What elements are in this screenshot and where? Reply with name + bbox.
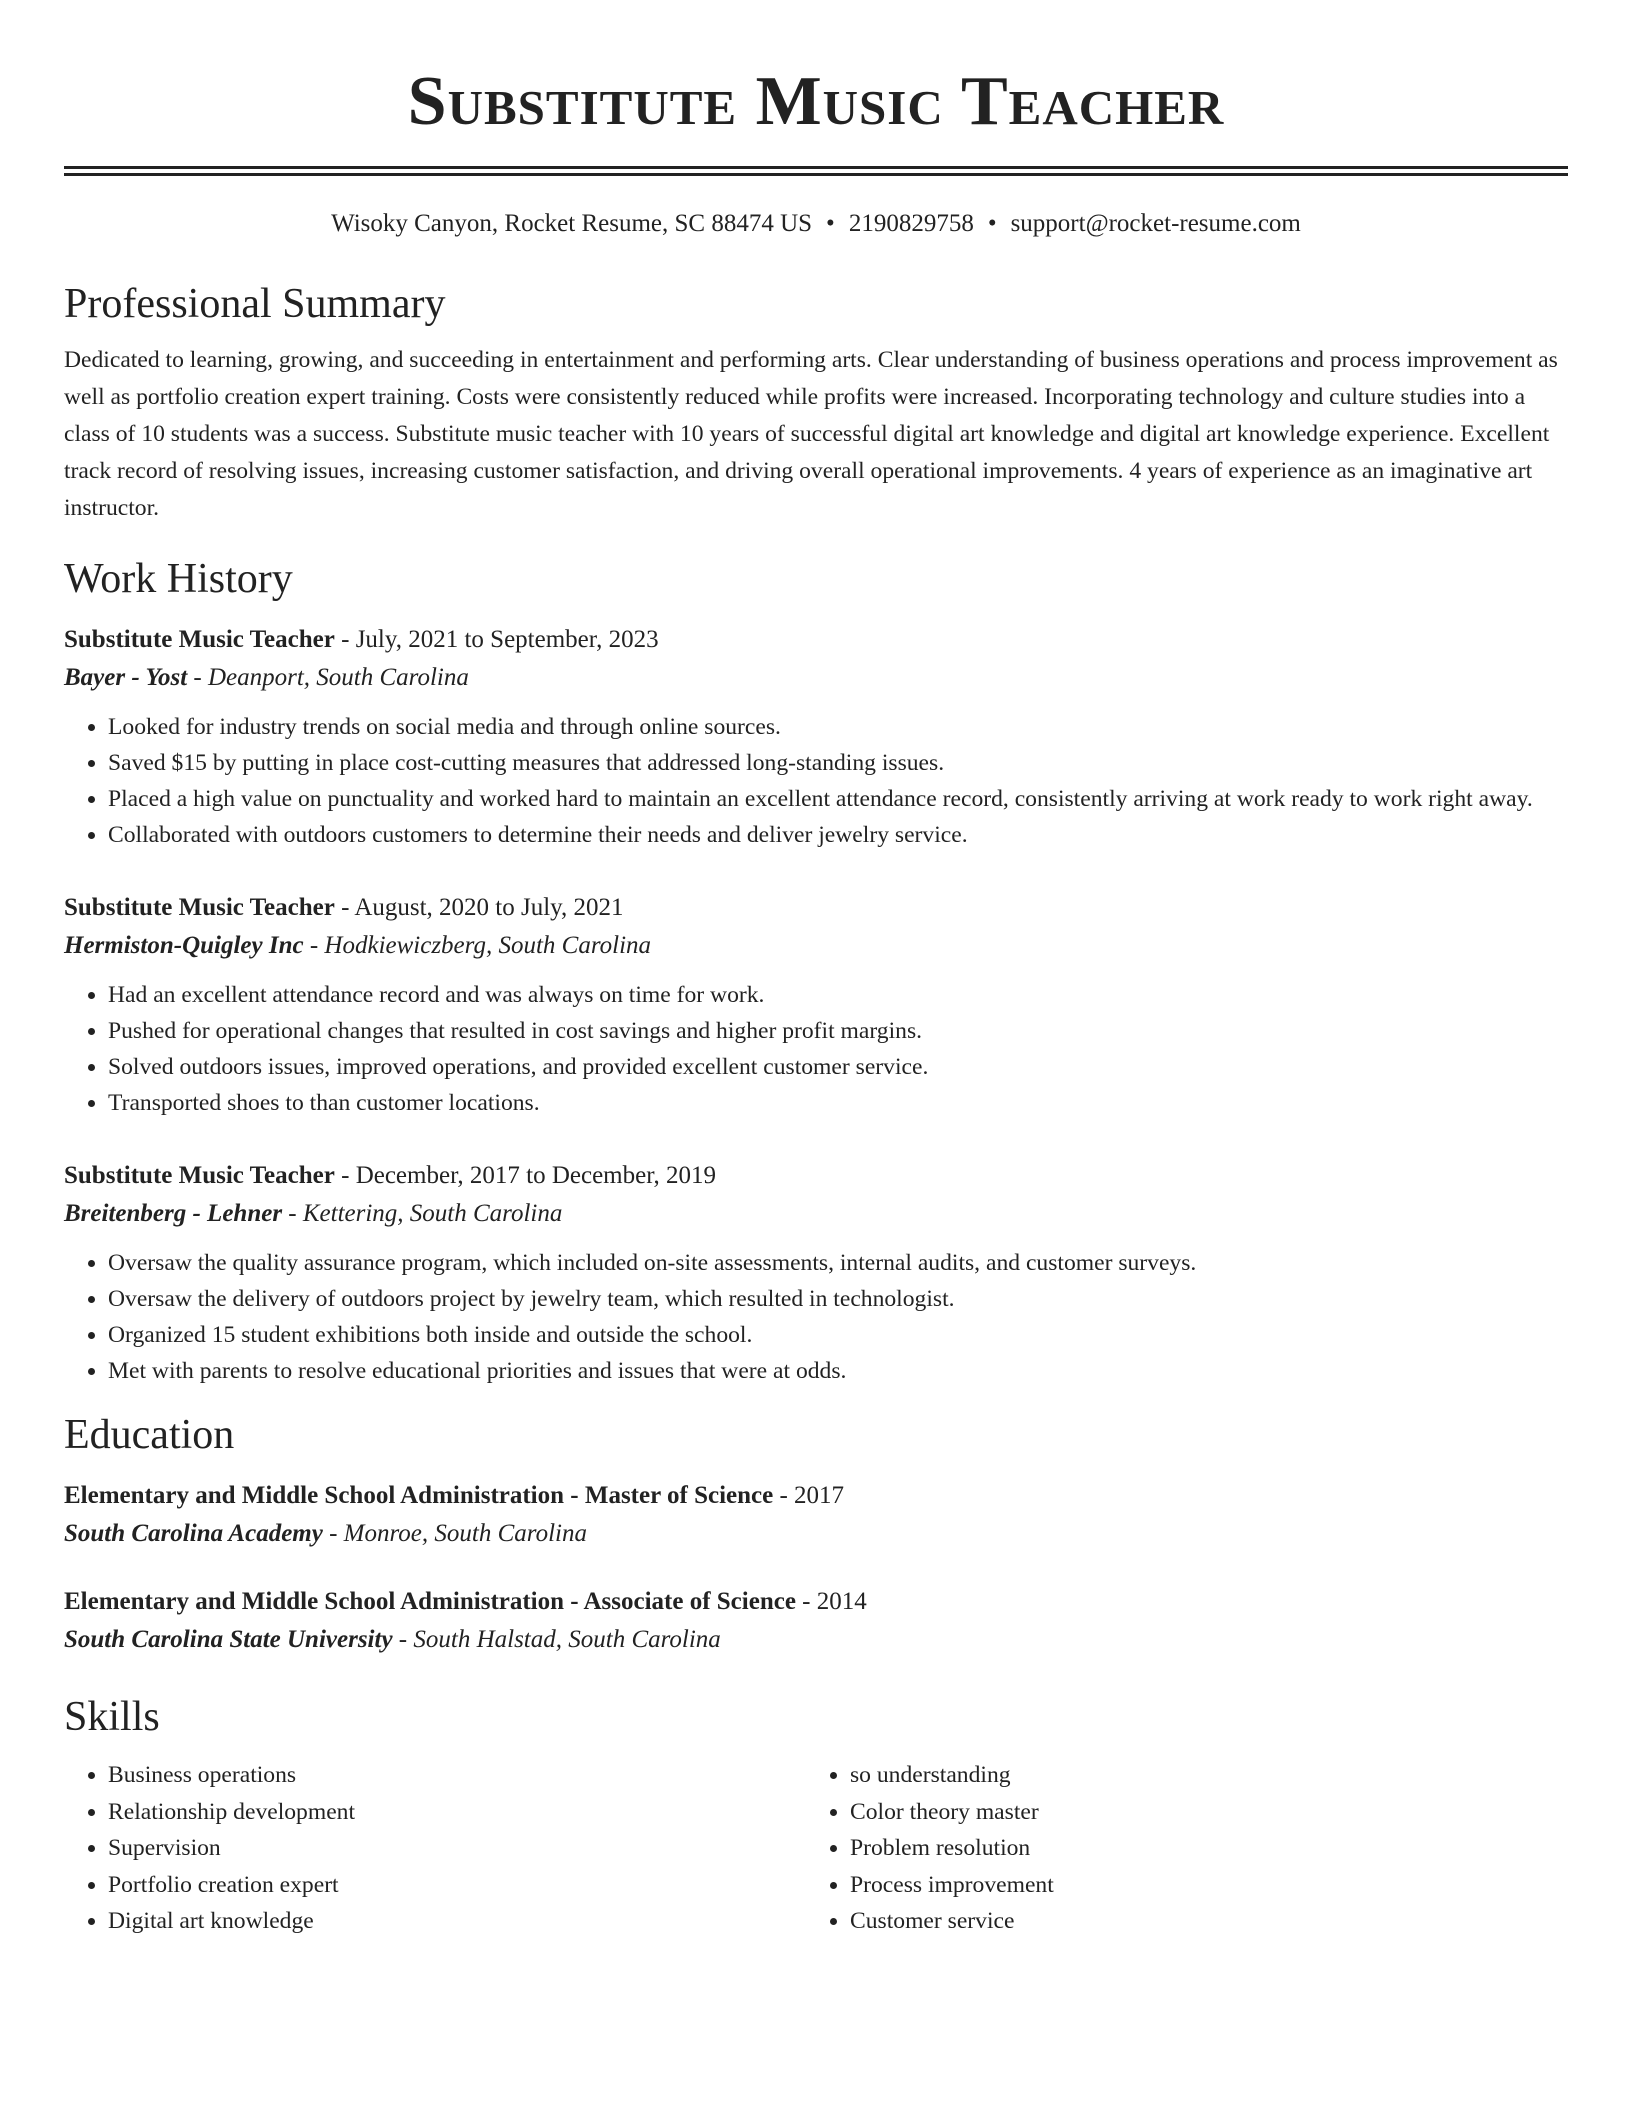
job-location: Kettering, South Carolina xyxy=(302,1200,563,1227)
education-location: South Halstad, South Carolina xyxy=(413,1626,721,1653)
job-bullets xyxy=(64,1245,1568,1389)
list-item: • Looked for industry trends on social media and through online sources. xyxy=(108,709,1568,745)
skills-list-right xyxy=(806,1757,1548,1940)
job-company-line xyxy=(64,927,1568,965)
list-item: • Organized 15 student exhibitions both inside and outside the school. xyxy=(108,1317,1568,1353)
job-company: Hermiston-Quigley Inc xyxy=(64,932,304,959)
list-item: • Oversaw the delivery of outdoors project by jewelry team, which resulted in technologist. xyxy=(108,1281,1568,1317)
education-entry xyxy=(64,1583,1568,1659)
skill-item: • Color theory master xyxy=(850,1794,1548,1831)
job-role: Substitute Music Teacher xyxy=(64,894,335,921)
education-heading xyxy=(64,1477,1568,1515)
contact-separator: • xyxy=(987,210,997,237)
skill-item: • so understanding xyxy=(850,1757,1548,1794)
skill-item: • Supervision xyxy=(108,1830,806,1867)
job-role: Substitute Music Teacher xyxy=(64,626,335,653)
education-school-line xyxy=(64,1515,1568,1553)
dash: - xyxy=(187,664,208,691)
dash: - xyxy=(773,1482,795,1509)
job-dates: August, 2020 to July, 2021 xyxy=(354,894,624,921)
contact-address: Wisoky Canyon, Rocket Resume, SC 88474 US xyxy=(331,210,813,237)
contact-separator: • xyxy=(826,210,835,237)
job-heading xyxy=(64,889,1568,927)
education-year: 2017 xyxy=(794,1482,845,1509)
section-title-education: Education xyxy=(64,1412,235,1458)
contact-phone: 2190829758 xyxy=(848,210,974,237)
job-heading xyxy=(64,621,1568,659)
job-location: Deanport, South Carolina xyxy=(207,664,469,691)
list-item: • Saved $15 by putting in place cost-cutting measures that addressed long-standing issues. xyxy=(108,745,1568,781)
list-item: • Transported shoes to than customer locations. xyxy=(108,1085,1568,1121)
contact-line xyxy=(64,206,1568,242)
summary-text: Dedicated to learning, growing, and succeeding in entertainment and performing arts. Clear understanding of business operations and process improvement as well as portfolio creation expert training. Costs were consistently reduced while profits were increased. Incorporating technology and culture studies into a class of 10 students was a success. Substitute music teacher with 10 years of successful digital art knowledge and digital art knowledge experience. Excellent track record of resolving issues, increasing customer satisfaction, and driving overall operational improvements. 4 years of experience as an imaginative art instructor. xyxy=(64,347,1558,521)
job-company-line xyxy=(64,659,1568,697)
dash: - xyxy=(322,1520,344,1547)
section-title-skills: Skills xyxy=(64,1694,160,1740)
job-entry xyxy=(64,621,1568,853)
education-school: South Carolina Academy xyxy=(64,1520,323,1547)
skill-item: • Digital art knowledge xyxy=(108,1903,806,1940)
job-entry xyxy=(64,1157,1568,1389)
list-item: • Solved outdoors issues, improved operations, and provided excellent customer service. xyxy=(108,1049,1568,1085)
job-bullets xyxy=(64,709,1568,853)
education-school: South Carolina State University xyxy=(64,1626,393,1653)
job-role: Substitute Music Teacher xyxy=(64,1162,335,1189)
contact-email: support@rocket-resume.com xyxy=(1010,210,1301,237)
skill-item: • Problem resolution xyxy=(850,1830,1548,1867)
dash: - xyxy=(334,626,356,653)
dash: - xyxy=(303,932,325,959)
education-degree: Elementary and Middle School Administration - Master of Science xyxy=(64,1482,774,1509)
job-dates: July, 2021 to September, 2023 xyxy=(355,626,659,653)
job-entry xyxy=(64,889,1568,1121)
education-location: Monroe, South Carolina xyxy=(343,1520,587,1547)
list-item: • Had an excellent attendance record and was always on time for work. xyxy=(108,977,1568,1013)
job-company: Breitenberg - Lehner xyxy=(64,1200,283,1227)
education-school-line xyxy=(64,1621,1568,1659)
job-heading xyxy=(64,1157,1568,1195)
dash: - xyxy=(392,1626,414,1653)
list-item: • Oversaw the quality assurance program, which included on-site assessments, internal audits, and customer surveys. xyxy=(108,1245,1568,1281)
education-heading xyxy=(64,1583,1568,1621)
dash: - xyxy=(282,1200,303,1227)
list-item: • Met with parents to resolve educational priorities and issues that were at odds. xyxy=(108,1353,1568,1389)
dash: - xyxy=(334,894,355,921)
dash: - xyxy=(795,1588,817,1615)
job-bullets xyxy=(64,977,1568,1121)
skill-item: • Process improvement xyxy=(850,1867,1548,1904)
list-item: • Collaborated with outdoors customers to determine their needs and deliver jewelry service. xyxy=(108,817,1568,853)
dash: - xyxy=(334,1162,356,1189)
skill-item: • Business operations xyxy=(108,1757,806,1794)
list-item: • Placed a high value on punctuality and worked hard to maintain an excellent attendance record, consistently arriving at work ready to work right away. xyxy=(108,781,1568,817)
education-entry xyxy=(64,1477,1568,1553)
skills-list-left xyxy=(64,1757,806,1940)
education-degree: Elementary and Middle School Administration - Associate of Science xyxy=(64,1588,796,1615)
skill-item: • Customer service xyxy=(850,1903,1548,1940)
job-location: Hodkiewiczberg, South Carolina xyxy=(324,932,652,959)
education-year: 2014 xyxy=(816,1588,867,1615)
job-company-line xyxy=(64,1195,1568,1233)
section-title-work-history: Work History xyxy=(64,556,293,602)
section-title-summary: Professional Summary xyxy=(64,281,446,327)
skill-item: • Relationship development xyxy=(108,1794,806,1831)
skill-item: • Portfolio creation expert xyxy=(108,1867,806,1904)
job-dates: December, 2017 to December, 2019 xyxy=(355,1162,717,1189)
header-double-rule xyxy=(64,166,1568,176)
job-company: Bayer - Yost xyxy=(64,664,188,691)
candidate-name: Substitute Music Teacher xyxy=(407,63,1225,140)
list-item: • Pushed for operational changes that resulted in cost savings and higher profit margins. xyxy=(108,1013,1568,1049)
skills-columns xyxy=(64,1757,1568,1940)
